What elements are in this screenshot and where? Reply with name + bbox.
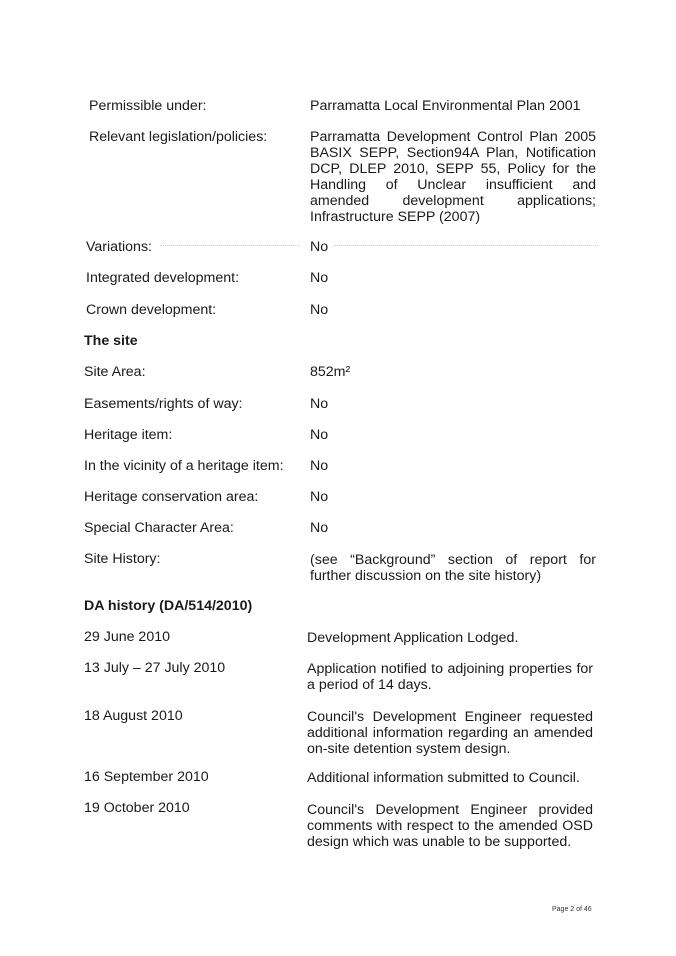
da-history-description: Council's Development Engineer provided comments with respect to the amended OSD design which was unable to be supported. xyxy=(307,802,593,850)
relevant-legislation-value: Parramatta Development Control Plan 2005 BASIX SEPP, Section94A Plan, Notification DCP, DLEP 2010, SEPP 55, Policy for the Handling of Unclear insufficient and amended development applications; Infrastructure SEPP (2007) xyxy=(310,129,596,225)
integrated-development-label: Integrated development: xyxy=(86,270,240,286)
variations-label: Variations: xyxy=(86,239,152,255)
crown-development-label: Crown development: xyxy=(86,302,217,318)
site-area-label: Site Area: xyxy=(84,364,146,380)
da-history-date: 19 October 2010 xyxy=(84,800,190,816)
da-history-description: Application notified to adjoining properties for a period of 14 days. xyxy=(307,661,593,693)
da-history-description: Development Application Lodged. xyxy=(307,630,519,646)
permissible-under-label: Permissible under: xyxy=(89,98,207,114)
special-character-value: No xyxy=(310,520,329,536)
permissible-under-value: Parramatta Local Environmental Plan 2001 xyxy=(310,98,581,114)
easements-label: Easements/rights of way: xyxy=(84,396,243,412)
scan-artifact-dots xyxy=(160,245,300,247)
da-history-date: 18 August 2010 xyxy=(84,708,183,724)
crown-development-value: No xyxy=(310,302,329,318)
da-history-description: Council's Development Engineer requested additional information regarding an amended on-site detention system design. xyxy=(307,709,593,757)
heritage-item-value: No xyxy=(310,427,329,443)
heritage-item-label: Heritage item: xyxy=(84,427,173,443)
site-history-value: (see “Background” section of report for further discussion on the site history) xyxy=(310,552,596,584)
relevant-legislation-label: Relevant legislation/policies: xyxy=(89,129,268,145)
the-site-heading: The site xyxy=(84,333,138,349)
heritage-vicinity-label: In the vicinity of a heritage item: xyxy=(84,458,284,474)
special-character-label: Special Character Area: xyxy=(84,520,234,536)
da-history-heading: DA history (DA/514/2010) xyxy=(84,598,253,614)
heritage-vicinity-value: No xyxy=(310,458,329,474)
variations-value: No xyxy=(310,239,329,255)
site-history-label: Site History: xyxy=(84,551,161,567)
da-history-date: 13 July – 27 July 2010 xyxy=(84,660,226,676)
da-history-date: 29 June 2010 xyxy=(84,629,170,645)
easements-value: No xyxy=(310,396,329,412)
da-history-description: Additional information submitted to Council. xyxy=(307,770,580,786)
heritage-conservation-value: No xyxy=(310,489,329,505)
page-number: Page 2 of 46 xyxy=(552,906,592,913)
integrated-development-value: No xyxy=(310,270,329,286)
heritage-conservation-label: Heritage conservation area: xyxy=(84,489,259,505)
da-history-date: 16 September 2010 xyxy=(84,769,209,785)
site-area-value: 852m² xyxy=(310,364,351,380)
